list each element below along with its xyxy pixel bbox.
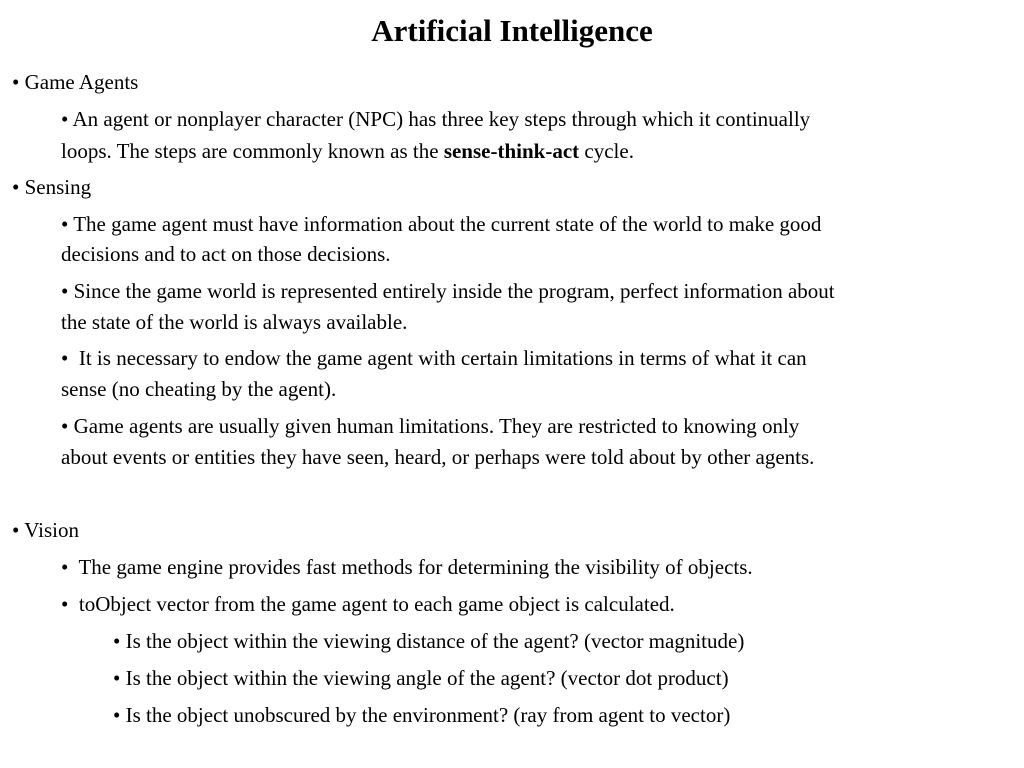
vision-text: The game engine provides fast methods for determining the visibility of objects. xyxy=(73,555,753,579)
bullet-sensing xyxy=(12,171,91,203)
vision-item-2 xyxy=(61,588,1011,620)
vision-text: toObject vector from the game agent to each game object is calculated. xyxy=(73,592,675,616)
bullet-marker: • xyxy=(61,414,69,438)
sensing-item-3-line-2: sense (no cheating by the agent). xyxy=(61,377,337,401)
sensing-item-2-line-2: the state of the world is always available. xyxy=(61,310,408,334)
slide-title: Artificial Intelligence xyxy=(371,13,653,48)
sensing-item-4-line-2: about events or entities they have seen, heard, or perhaps were told about by other agents. xyxy=(61,445,815,469)
vision-item-1 xyxy=(61,551,1011,583)
vision-subtext: Is the object within the viewing angle of the agent? (vector dot product) xyxy=(125,666,729,690)
game-agents-item-1-line-1 xyxy=(61,103,1011,135)
game-agents-text: cycle. xyxy=(579,139,634,163)
heading-game-agents: Game Agents xyxy=(24,70,139,94)
bullet-marker: • xyxy=(113,629,121,653)
game-agents-item-1-line-2 xyxy=(61,135,1011,167)
bullet-marker: • xyxy=(61,346,69,370)
sensing-item-4-line-1 xyxy=(61,410,1011,442)
sensing-item-1-line-1 xyxy=(61,208,1011,240)
bullet-marker: • xyxy=(113,666,121,690)
bullet-vision xyxy=(12,514,79,546)
vision-subitem-2 xyxy=(113,662,729,694)
bullet-game-agents xyxy=(12,66,138,98)
bullet-marker: • xyxy=(12,518,20,542)
bullet-marker: • xyxy=(61,212,69,236)
bullet-marker: • xyxy=(61,555,69,579)
game-agents-text: loops. The steps are commonly known as the xyxy=(61,139,444,163)
bullet-marker: • xyxy=(61,592,69,616)
sensing-item-2-line-1 xyxy=(61,275,1011,307)
sensing-item-1-line-2: decisions and to act on those decisions. xyxy=(61,242,391,266)
bullet-marker: • xyxy=(113,703,121,727)
sense-think-act-term: sense-think-act xyxy=(443,139,580,163)
sensing-text: Since the game world is represented entirely inside the program, perfect information about xyxy=(73,279,835,303)
bullet-marker: • xyxy=(12,175,20,199)
vision-subitem-1 xyxy=(113,625,744,657)
game-agents-text: An agent or nonplayer character (NPC) has three key steps through which it continually xyxy=(72,107,811,131)
heading-sensing: Sensing xyxy=(24,175,92,199)
sensing-text: The game agent must have information about the current state of the world to make good xyxy=(73,212,822,236)
vision-subtext: Is the object unobscured by the environment? (ray from agent to vector) xyxy=(125,703,731,727)
sensing-item-3-line-1 xyxy=(61,342,1011,374)
sensing-text: Game agents are usually given human limitations. They are restricted to knowing only xyxy=(73,414,800,438)
vision-subtext: Is the object within the viewing distance of the agent? (vector magnitude) xyxy=(125,629,745,653)
heading-vision: Vision xyxy=(24,518,79,542)
bullet-marker: • xyxy=(12,70,20,94)
bullet-marker: • xyxy=(61,107,69,131)
bullet-marker: • xyxy=(61,279,69,303)
sensing-text: It is necessary to endow the game agent with certain limitations in terms of what it can xyxy=(73,346,807,370)
vision-subitem-3 xyxy=(113,699,730,731)
